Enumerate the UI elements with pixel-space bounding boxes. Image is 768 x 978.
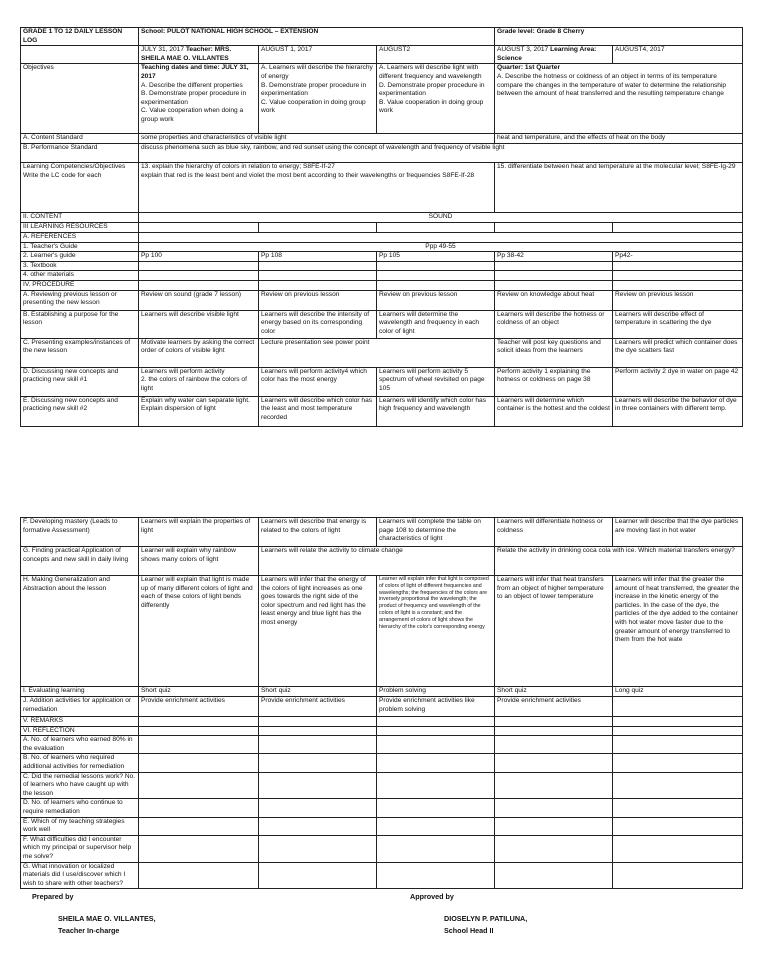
proc-a-day-2: Review on previous lesson bbox=[259, 290, 377, 310]
reflection-item-f: F. What difficulties did I encounter which my principal or supervisor help me solve? bbox=[21, 835, 139, 862]
proc-d-label: D. Discussing new concepts and practicing new skill #1 bbox=[21, 367, 139, 396]
learning-area: AUGUST 3, 2017 Learning Area: Science bbox=[495, 46, 613, 64]
proc-h-day-3: Learner will explain infer that light is composed of colors of light of different frequencies and wavelengths; the frequencies of the colors are inversely proportional the wavelength; the product of frequency and wavelength of the colors of light is a constant; and the arrangement of colors of light shows the hierarchy of the color's corresponding energy bbox=[377, 576, 495, 687]
proc-a-label: A. Reviewing previous lesson or presenting the new lesson bbox=[21, 290, 139, 310]
date-day-5: AUGUST4, 2017 bbox=[613, 46, 743, 64]
proc-j-day-3: Provide enrichment activities like problem solving bbox=[377, 697, 495, 717]
learning-resources-label: III LEARNING RESOURCES bbox=[21, 223, 139, 233]
proc-j-day-4: Provide enrichment activities bbox=[495, 697, 613, 717]
content-standard-light: some properties and characteristics of visible light bbox=[139, 134, 495, 144]
proc-c-day-2-3: Lecture presentation see power point bbox=[259, 338, 495, 367]
proc-g-day-2-3: Learners will relate the activity to climate change bbox=[259, 547, 495, 576]
proc-i-label: I. Evaluating learning bbox=[21, 687, 139, 697]
teacher-name: JULY 31, 2017 Teacher: MRS. SHEILA MAE O. VILLANTES bbox=[139, 46, 259, 64]
learners-guide-day-5: Pp42- bbox=[613, 252, 743, 262]
textbook-label: 3. Textbook bbox=[21, 261, 139, 271]
learners-guide-label: 2. Learner's guide bbox=[21, 252, 139, 262]
reflection-item-g: G. What innovation or localized materials did I use/discover which I wish to share with other teachers? bbox=[21, 862, 139, 889]
objectives-day-3: A. Learners will describe light with different frequency and wavelength D. Demonstrate proper procedure in experimentation B. Value cooperation in doing group work bbox=[377, 64, 495, 134]
proc-b-day-4: Learners will describe the hotness or coldness of an object bbox=[495, 310, 613, 338]
proc-d-day-4: Perform activity 1 explaining the hotness or coldness on page 38 bbox=[495, 367, 613, 396]
proc-g-day-4-5: Relate the activity in drinking coca cola with ice. Which material transfers energy? bbox=[495, 547, 743, 576]
proc-b-day-1: Learners will describe visible light bbox=[139, 310, 259, 338]
proc-f-day-2: Learners will describe that energy is related to the colors of light bbox=[259, 518, 377, 547]
lesson-log-table-1 bbox=[20, 27, 743, 427]
objectives-day-4-5: Quarter: 1st Quarter A. Describe the hotness or coldness of an object in terms of its temperature compare the changes in the temperature of water to determine the relationship between the amount of heat transferred and the resulting temperature change bbox=[495, 64, 743, 134]
teachers-guide-label: 1. Teacher's Guide bbox=[21, 242, 139, 252]
proc-e-day-2: Learners will describe which color has the least and most temperature recorded bbox=[259, 396, 377, 426]
proc-a-day-1: Review on sound (grade 7 lesson) bbox=[139, 290, 259, 310]
references-label: A. REFERENCES bbox=[21, 232, 139, 242]
proc-j-day-2: Provide enrichment activities bbox=[259, 697, 377, 717]
proc-c-day-4: Teacher will post key questions and solicit ideas from the learners bbox=[495, 338, 613, 367]
reflection-item-c: C. Did the remedial lessons work? No. of learners who have caught up with the lesson bbox=[21, 772, 139, 799]
reflection-item-a: A. No. of learners who earned 80% in the evaluation bbox=[21, 736, 139, 754]
proc-f-day-5: Learner will describe that the dye particles are moving fast in hot water bbox=[613, 518, 743, 547]
proc-h-day-2: Learners will infer that the energy of the colors of light increases as one goes towards the right side of the color spectrum and red light has the least energy and blue light has the most energy bbox=[259, 576, 377, 687]
procedure-label: IV. PROCEDURE bbox=[21, 280, 139, 290]
proc-j-day-1: Provide enrichment activities bbox=[139, 697, 259, 717]
signature-block bbox=[20, 892, 742, 962]
proc-i-day-5: Long quiz bbox=[613, 687, 743, 697]
other-materials-label: 4. other materials bbox=[21, 271, 139, 281]
objectives-day-1: Teaching dates and time: JULY 31, 2017 A. Describe the different properties B. Demonstrate proper procedure in experimentation C. Value cooperation when doing a group work bbox=[139, 64, 259, 134]
proc-b-label: B. Establishing a purpose for the lesson bbox=[21, 310, 139, 338]
approved-by-role: School Head II bbox=[444, 926, 494, 935]
proc-a-day-3: Review on previous lesson bbox=[377, 290, 495, 310]
log-title: GRADE 1 TO 12 DAILY LESSON LOG bbox=[21, 28, 139, 46]
prepared-by-name: SHEILA MAE O. VILLANTES, bbox=[58, 914, 156, 923]
proc-e-day-1: Explain why water can separate light. Explain dispersion of light bbox=[139, 396, 259, 426]
content-value: SOUND bbox=[139, 213, 743, 223]
proc-e-day-5: Learners will describe the behavior of dye in three containers with different temp. bbox=[613, 396, 743, 426]
proc-i-day-4: Short quiz bbox=[495, 687, 613, 697]
remarks-label: V. REMARKS bbox=[21, 717, 139, 727]
lesson-log-page-2 bbox=[20, 517, 742, 889]
content-label: II. CONTENT bbox=[21, 213, 139, 223]
content-standard-heat: heat and temperature, and the effects of heat on the body bbox=[495, 134, 743, 144]
learners-guide-day-2: Pp 108 bbox=[259, 252, 377, 262]
date-day-3: AUGUST2 bbox=[377, 46, 495, 64]
learners-guide-day-4: Pp 38-42 bbox=[495, 252, 613, 262]
reflection-item-e: E. Which of my teaching strategies work well bbox=[21, 817, 139, 835]
proc-b-day-5: Learners will describe effect of temperature in scattering the dye bbox=[613, 310, 743, 338]
proc-f-day-4: Learners will differentiate hotness or coldness bbox=[495, 518, 613, 547]
proc-f-day-3: Learners will complete the table on page 108 to determine the characteristics of light bbox=[377, 518, 495, 547]
proc-j-label: J. Addition activities for application or remediation bbox=[21, 697, 139, 717]
prepared-by-role: Teacher In-charge bbox=[58, 926, 120, 935]
proc-c-day-1: Motivate learners by asking the correct order of colors of visible light bbox=[139, 338, 259, 367]
lesson-log-page-1 bbox=[20, 27, 742, 427]
objectives-day-2: A. Learners will describe the hierarchy of energy B. Demonstrate proper procedure in experimentation C. Value cooperation in doing group work bbox=[259, 64, 377, 134]
quarter: Quarter: 1st Quarter bbox=[497, 64, 561, 72]
teaching-dates: Teaching dates and time: JULY 31, 2017 bbox=[141, 64, 249, 80]
proc-d-day-1: Learners will perform activity 2. the colors of rainbow the colors of light bbox=[139, 367, 259, 396]
reflection-item-b: B. No. of learners who required additional activities for remediation bbox=[21, 754, 139, 772]
proc-g-day-1: Learner will explain why rainbow shows many colors of light bbox=[139, 547, 259, 576]
approved-by-name: DIOSELYN P. PATILUNA, bbox=[444, 914, 528, 923]
competencies-heat: 15. differentiate between heat and temperature at the molecular level; S8FE-Ig-29 bbox=[495, 163, 743, 213]
competencies-light: 13. explain the hierarchy of colors in relation to energy; S8FE-If-27 explain that red is the least bent and violet the most bent according to their wavelengths or frequencies S8FE-If-28 bbox=[139, 163, 495, 213]
proc-e-day-4: Learners will determine which container is the hottest and the coldest bbox=[495, 396, 613, 426]
performance-standard-text: discuss phenomena such as blue sky, rainbow, and red sunset using the concept of wavelength and frequency of visible light bbox=[139, 144, 743, 163]
reflection-label: VI. REFLECTION bbox=[21, 726, 139, 736]
learners-guide-day-1: Pp 100 bbox=[139, 252, 259, 262]
proc-i-day-3: Problem solving bbox=[377, 687, 495, 697]
prepared-by-label: Prepared by bbox=[32, 892, 74, 901]
proc-j-day-5 bbox=[613, 697, 743, 717]
competencies-label: Learning Competencies/Objectives Write the LC code for each bbox=[21, 163, 139, 213]
proc-c-day-5: Learners will predict which container does the dye scatters fast bbox=[613, 338, 743, 367]
proc-h-day-1: Learner will explain that light is made up of many different colors of light and each of these colors of light bends differently bbox=[139, 576, 259, 687]
content-standard-label: A. Content Standard bbox=[21, 134, 139, 144]
proc-d-day-5: Perform activity 2 dye in water on page 42 bbox=[613, 367, 743, 396]
proc-i-day-2: Short quiz bbox=[259, 687, 377, 697]
grade-level: Grade level: Grade 8 Cherry bbox=[495, 28, 743, 46]
teachers-guide-pages: Ppp 49-55 bbox=[139, 242, 743, 252]
proc-a-day-5: Review on previous lesson bbox=[613, 290, 743, 310]
proc-f-label: F. Developing mastery (Leads to formative Assessment) bbox=[21, 518, 139, 547]
proc-c-label: C. Presenting examples/instances of the new lesson bbox=[21, 338, 139, 367]
proc-b-day-2: Learners will describe the intensity of energy based on its corresponding color bbox=[259, 310, 377, 338]
proc-g-label: G. Finding practical Application of concepts and new skill in daily living bbox=[21, 547, 139, 576]
approved-by-label: Approved by bbox=[410, 892, 454, 901]
performance-standard-label: B. Performance Standard bbox=[21, 144, 139, 163]
proc-b-day-3: Learners will determine the wavelength and frequency in each color of light bbox=[377, 310, 495, 338]
school-name: School: PULOT NATIONAL HIGH SCHOOL – EXTENSION bbox=[139, 28, 495, 46]
objectives-label: Objectives bbox=[21, 64, 139, 134]
proc-h-label: H. Making Generalization and Abstraction about the lesson bbox=[21, 576, 139, 687]
proc-f-day-1: Learners will explain the properties of light bbox=[139, 518, 259, 547]
proc-d-day-2: Learners will perform activity4 which color has the most energy bbox=[259, 367, 377, 396]
proc-a-day-4: Review on knowledge about heat bbox=[495, 290, 613, 310]
date-day-2: AUGUST 1, 2017 bbox=[259, 46, 377, 64]
proc-d-day-3: Learners will perform activity 5 spectrum of wheel revisited on page 105 bbox=[377, 367, 495, 396]
proc-e-day-3: Learners will identify which color has high frequency and wavelength bbox=[377, 396, 495, 426]
learners-guide-day-3: Pp 105 bbox=[377, 252, 495, 262]
proc-h-day-4: Learners will infer that heat transfers from an object of higher temperature to an object of lower temperature bbox=[495, 576, 613, 687]
reflection-item-d: D. No. of learners who continue to require remediation bbox=[21, 799, 139, 817]
proc-h-day-5: Learners will infer that the greater the amount of heat transferred, the greater the increase in the kinetic energy of the particles. In the case of the dye, the particles of the dye added to the container with hot water move faster due to the greater amount of energy transferred to them from the hot wate bbox=[613, 576, 743, 687]
proc-e-label: E. Discussing new concepts and practicing new skill #2 bbox=[21, 396, 139, 426]
lesson-log-table-2 bbox=[20, 517, 743, 889]
proc-i-day-1: Short quiz bbox=[139, 687, 259, 697]
